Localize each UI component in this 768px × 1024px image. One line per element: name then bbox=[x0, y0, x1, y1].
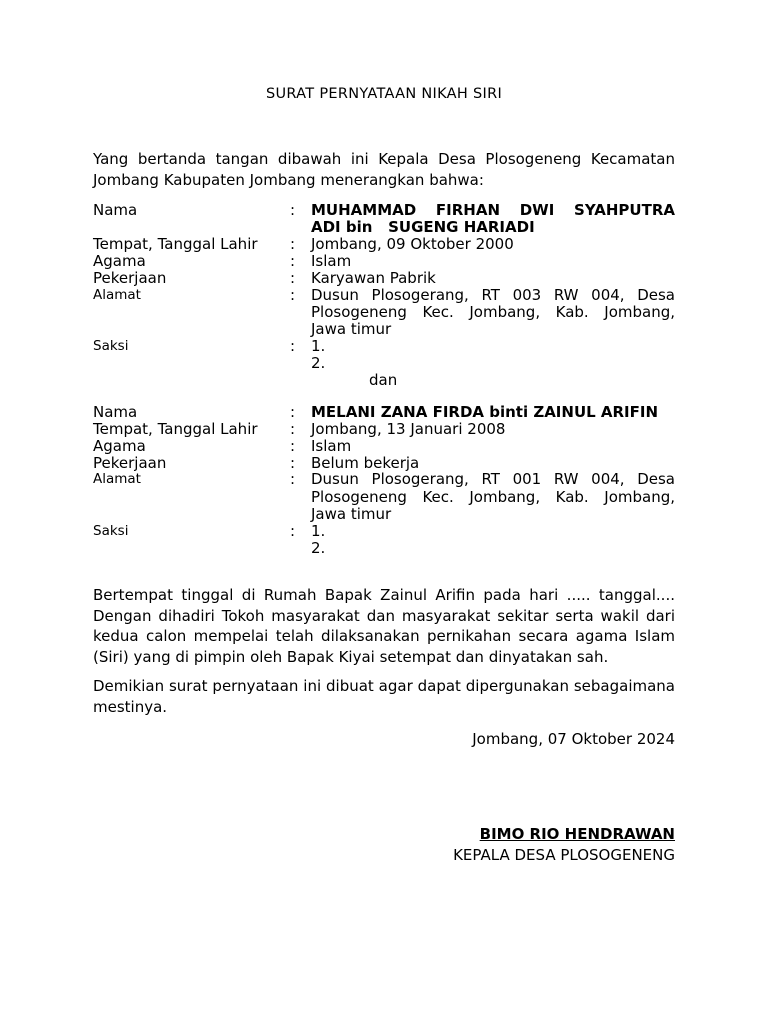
nama-label: Nama bbox=[93, 201, 138, 219]
groom-nama-row bbox=[0, 202, 768, 219]
connector-dan: dan bbox=[369, 371, 398, 389]
groom-agama: Islam bbox=[311, 252, 352, 270]
pekerjaan-label: Pekerjaan bbox=[93, 269, 167, 287]
groom-saksi-row-2 bbox=[0, 355, 768, 372]
agama-label: Agama bbox=[93, 252, 146, 270]
groom-agama-row bbox=[0, 253, 768, 270]
place-date: Jombang, 07 Oktober 2024 bbox=[472, 730, 675, 748]
groom-pekerjaan-row bbox=[0, 270, 768, 287]
bride-alamat-row bbox=[0, 471, 768, 488]
colon: : bbox=[290, 252, 296, 270]
colon: : bbox=[290, 201, 296, 219]
bride-nama-row bbox=[0, 404, 768, 421]
groom-name-line2: ADI bin SUGENG HARIADI bbox=[311, 218, 535, 236]
colon: : bbox=[290, 470, 296, 488]
signatory-title: KEPALA DESA PLOSOGENENG bbox=[453, 846, 675, 864]
bride-name: MELANI ZANA FIRDA binti ZAINUL ARIFIN bbox=[311, 403, 659, 421]
saksi-label: Saksi bbox=[93, 523, 129, 539]
signatory-name: BIMO RIO HENDRAWAN bbox=[479, 825, 675, 843]
groom-ttl-row bbox=[0, 236, 768, 253]
bride-saksi-row-2 bbox=[0, 540, 768, 557]
bride-ttl: Jombang, 13 Januari 2008 bbox=[311, 420, 506, 438]
bride-alamat-row-2 bbox=[0, 489, 768, 506]
intro-paragraph: Yang bertanda tangan dibawah ini Kepala Desa Plosogeneng Kecamatan Jombang Kabupaten Jombang menerangkan bahwa: bbox=[93, 150, 675, 189]
ttl-label: Tempat, Tanggal Lahir bbox=[93, 235, 258, 253]
colon: : bbox=[290, 269, 296, 287]
groom-saksi-row bbox=[0, 338, 768, 355]
colon: : bbox=[290, 337, 296, 355]
bride-alamat-line3: Jawa timur bbox=[311, 505, 392, 523]
colon: : bbox=[290, 522, 296, 540]
alamat-label: Alamat bbox=[93, 287, 141, 303]
alamat-label: Alamat bbox=[93, 471, 141, 487]
groom-alamat-line1: Dusun Plosogerang, RT 003 RW 004, Desa bbox=[311, 286, 675, 304]
colon: : bbox=[290, 454, 296, 472]
colon: : bbox=[290, 420, 296, 438]
groom-name-line1: MUHAMMAD FIRHAN DWI SYAHPUTRA bbox=[311, 201, 675, 219]
closing-paragraph: Demikian surat pernyataan ini dibuat agar dapat dipergunakan sebagaimana mestinya. bbox=[93, 677, 675, 716]
ttl-label: Tempat, Tanggal Lahir bbox=[93, 420, 258, 438]
bride-agama-row bbox=[0, 438, 768, 455]
bride-pekerjaan: Belum bekerja bbox=[311, 454, 420, 472]
colon: : bbox=[290, 403, 296, 421]
letter-title: SURAT PERNYATAAN NIKAH SIRI bbox=[265, 86, 503, 102]
body-paragraph: Bertempat tinggal di Rumah Bapak Zainul Arifin pada hari ..... tanggal.... Dengan dihadiri Tokoh masyarakat dan masyarakat sekitar serta wakil dari kedua calon mempelai telah dilaksanakan pernikahan secara agama Islam (Siri) yang di pimpin oleh Bapak Kiyai setempat dan dinyatakan sah. bbox=[93, 586, 675, 666]
colon: : bbox=[290, 235, 296, 253]
groom-alamat-row-3 bbox=[0, 321, 768, 338]
groom-pekerjaan: Karyawan Pabrik bbox=[311, 269, 436, 287]
groom-saksi-2: 2. bbox=[311, 354, 326, 372]
groom-ttl: Jombang, 09 Oktober 2000 bbox=[311, 235, 514, 253]
bride-alamat-line1: Dusun Plosogerang, RT 001 RW 004, Desa bbox=[311, 470, 675, 488]
bride-alamat-line2: Plosogeneng Kec. Jombang, Kab. Jombang, bbox=[311, 488, 675, 506]
groom-nama-row-2 bbox=[0, 219, 768, 236]
bride-saksi-row bbox=[0, 523, 768, 540]
bride-saksi-1: 1. bbox=[311, 522, 326, 540]
pekerjaan-label: Pekerjaan bbox=[93, 454, 167, 472]
saksi-label: Saksi bbox=[93, 338, 129, 354]
bride-ttl-row bbox=[0, 421, 768, 438]
groom-saksi-1: 1. bbox=[311, 337, 326, 355]
bride-alamat-row-3 bbox=[0, 506, 768, 523]
bride-saksi-2: 2. bbox=[311, 539, 326, 557]
groom-alamat-line3: Jawa timur bbox=[311, 320, 392, 338]
groom-alamat-row bbox=[0, 287, 768, 304]
bride-agama: Islam bbox=[311, 437, 352, 455]
nama-label: Nama bbox=[93, 403, 138, 421]
colon: : bbox=[290, 286, 296, 304]
groom-alamat-row-2 bbox=[0, 304, 768, 321]
groom-alamat-line2: Plosogeneng Kec. Jombang, Kab. Jombang, bbox=[311, 303, 675, 321]
colon: : bbox=[290, 437, 296, 455]
agama-label: Agama bbox=[93, 437, 146, 455]
